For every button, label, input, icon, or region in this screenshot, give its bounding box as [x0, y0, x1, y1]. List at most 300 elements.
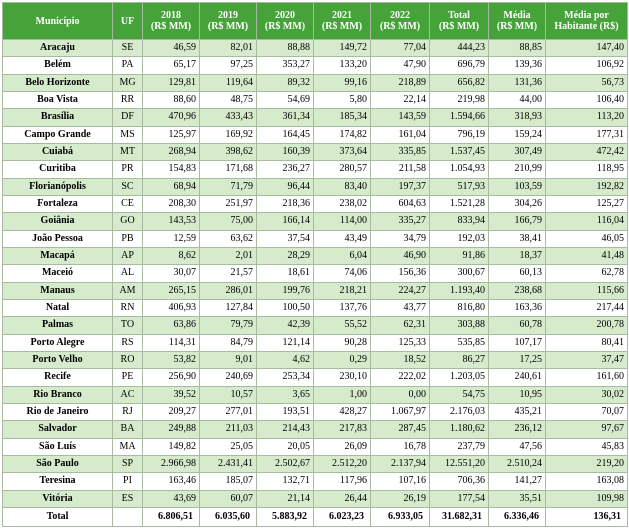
cell-uf: MS: [113, 126, 143, 143]
cell-total: 219,98: [430, 91, 489, 108]
cell-y2018: 154,83: [143, 161, 200, 178]
cell-y2019: 398,62: [200, 143, 257, 160]
cell-uf: RJ: [113, 403, 143, 420]
cell-total: 1.594,66: [430, 109, 489, 126]
cell-y2022: 77,04: [371, 40, 430, 57]
cell-y2020: 361,34: [257, 109, 314, 126]
cell-y2022: 46,90: [371, 247, 430, 264]
cell-y2019: 97,25: [200, 57, 257, 74]
cell-y2022: 224,27: [371, 282, 430, 299]
cell-total: 86,27: [430, 351, 489, 368]
cell-y2018: 129,81: [143, 74, 200, 91]
cell-y2021: 114,00: [314, 213, 371, 230]
cell-y2022: 22,14: [371, 91, 430, 108]
table-row: [3, 126, 628, 143]
cell-y2020: 20,05: [257, 438, 314, 455]
cell-y2021: 90,28: [314, 334, 371, 351]
cell-uf: PB: [113, 230, 143, 247]
table-row: [3, 195, 628, 212]
header-row: [3, 3, 628, 40]
cell-municipio: Rio de Janeiro: [3, 403, 113, 420]
cell-media-habitante: 109,98: [546, 490, 628, 507]
table-row: [3, 143, 628, 160]
cell-uf: TO: [113, 317, 143, 334]
table-row: [3, 161, 628, 178]
cell-media-habitante: 177,31: [546, 126, 628, 143]
cell-y2018: 88,60: [143, 91, 200, 108]
cell-total: 696,79: [430, 57, 489, 74]
cell-y2018: 46,59: [143, 40, 200, 57]
cell-y2022: 0,00: [371, 386, 430, 403]
cell-y2022: 16,78: [371, 438, 430, 455]
cell-total: 2.176,03: [430, 403, 489, 420]
cell-y2019: 171,68: [200, 161, 257, 178]
total-y2020: 5.883,92: [257, 508, 314, 527]
cell-uf: BA: [113, 421, 143, 438]
cell-y2019: 82,01: [200, 40, 257, 57]
cell-y2019: 286,01: [200, 282, 257, 299]
cell-y2018: 470,96: [143, 109, 200, 126]
cell-media: 238,68: [489, 282, 546, 299]
cell-media-habitante: 118,95: [546, 161, 628, 178]
cell-y2022: 18,52: [371, 351, 430, 368]
cell-y2021: 83,40: [314, 178, 371, 195]
cell-y2021: 1,00: [314, 386, 371, 403]
cell-media: 210,99: [489, 161, 546, 178]
cell-y2018: 12,59: [143, 230, 200, 247]
cell-y2019: 71,79: [200, 178, 257, 195]
cell-y2021: 43,49: [314, 230, 371, 247]
cell-municipio: Palmas: [3, 317, 113, 334]
cell-media: 44,00: [489, 91, 546, 108]
cell-y2020: 18,61: [257, 265, 314, 282]
cell-media: 35,51: [489, 490, 546, 507]
cell-y2018: 163,46: [143, 473, 200, 490]
cell-total: 192,03: [430, 230, 489, 247]
cell-total: 303,88: [430, 317, 489, 334]
cell-y2018: 249,88: [143, 421, 200, 438]
table-row: [3, 213, 628, 230]
cell-uf: MG: [113, 74, 143, 91]
cell-y2019: 60,07: [200, 490, 257, 507]
cell-y2022: 125,33: [371, 334, 430, 351]
cell-media: 435,21: [489, 403, 546, 420]
cell-y2018: 268,94: [143, 143, 200, 160]
header-y2020: 2020 (R$ MM): [257, 3, 314, 40]
cell-y2019: 21,57: [200, 265, 257, 282]
cell-y2022: 2.137,94: [371, 455, 430, 472]
cell-y2022: 161,04: [371, 126, 430, 143]
cell-y2021: 373,64: [314, 143, 371, 160]
cell-y2020: 37,54: [257, 230, 314, 247]
cell-municipio: Porto Velho: [3, 351, 113, 368]
cell-media-habitante: 97,67: [546, 421, 628, 438]
cell-total: 237,79: [430, 438, 489, 455]
cell-municipio: João Pessoa: [3, 230, 113, 247]
cell-y2021: 230,10: [314, 369, 371, 386]
cell-municipio: Curitiba: [3, 161, 113, 178]
cell-y2018: 2.966,98: [143, 455, 200, 472]
cell-y2019: 63,62: [200, 230, 257, 247]
cell-media-habitante: 80,41: [546, 334, 628, 351]
cell-y2021: 26,44: [314, 490, 371, 507]
cell-municipio: Manaus: [3, 282, 113, 299]
total-y2021: 6.023,23: [314, 508, 371, 527]
cell-media-habitante: 70,07: [546, 403, 628, 420]
cell-y2020: 54,69: [257, 91, 314, 108]
cell-y2020: 132,71: [257, 473, 314, 490]
total-row: [3, 508, 628, 527]
table-row: [3, 403, 628, 420]
cell-y2021: 117,96: [314, 473, 371, 490]
cell-uf: PI: [113, 473, 143, 490]
cell-y2019: 127,84: [200, 299, 257, 316]
cell-y2018: 208,30: [143, 195, 200, 212]
cell-y2020: 96,44: [257, 178, 314, 195]
cell-media-habitante: 192,82: [546, 178, 628, 195]
cell-y2022: 287,45: [371, 421, 430, 438]
cell-y2018: 30,07: [143, 265, 200, 282]
total-y2022: 6.933,05: [371, 508, 430, 527]
cell-y2020: 160,39: [257, 143, 314, 160]
cell-y2018: 256,90: [143, 369, 200, 386]
cell-y2018: 8,62: [143, 247, 200, 264]
cell-y2020: 214,43: [257, 421, 314, 438]
header-y2022: 2022 (R$ MM): [371, 3, 430, 40]
cell-media-habitante: 217,44: [546, 299, 628, 316]
cell-y2021: 185,34: [314, 109, 371, 126]
cell-y2022: 143,59: [371, 109, 430, 126]
cell-y2018: 53,82: [143, 351, 200, 368]
cell-media-habitante: 62,78: [546, 265, 628, 282]
cell-y2019: 169,92: [200, 126, 257, 143]
table-row: [3, 299, 628, 316]
cell-y2018: 149,82: [143, 438, 200, 455]
cell-y2020: 164,45: [257, 126, 314, 143]
total-uf: [113, 508, 143, 527]
cell-y2021: 137,76: [314, 299, 371, 316]
cell-y2022: 34,79: [371, 230, 430, 247]
cell-media: 47,56: [489, 438, 546, 455]
cell-y2020: 353,27: [257, 57, 314, 74]
cell-municipio: Fortaleza: [3, 195, 113, 212]
cell-y2020: 42,39: [257, 317, 314, 334]
cell-total: 1.203,05: [430, 369, 489, 386]
cell-y2018: 265,15: [143, 282, 200, 299]
cell-y2018: 125,97: [143, 126, 200, 143]
cell-municipio: Vitória: [3, 490, 113, 507]
cell-uf: DF: [113, 109, 143, 126]
cell-media-habitante: 45,83: [546, 438, 628, 455]
cell-y2022: 335,85: [371, 143, 430, 160]
header-y2018: 2018 (R$ MM): [143, 3, 200, 40]
cell-y2021: 26,09: [314, 438, 371, 455]
cell-uf: SP: [113, 455, 143, 472]
table-row: [3, 473, 628, 490]
cell-y2020: 121,14: [257, 334, 314, 351]
cell-y2020: 2.502,67: [257, 455, 314, 472]
cell-y2019: 10,57: [200, 386, 257, 403]
cell-municipio: Belém: [3, 57, 113, 74]
cell-total: 816,80: [430, 299, 489, 316]
cell-y2019: 185,07: [200, 473, 257, 490]
cell-y2018: 143,53: [143, 213, 200, 230]
cell-uf: RR: [113, 91, 143, 108]
cell-total: 444,23: [430, 40, 489, 57]
cell-media-habitante: 472,42: [546, 143, 628, 160]
cell-y2022: 222,02: [371, 369, 430, 386]
header-media-habitante: Média por Habitante (R$): [546, 3, 628, 40]
cell-y2022: 26,19: [371, 490, 430, 507]
cell-media: 141,27: [489, 473, 546, 490]
cell-total: 1.180,62: [430, 421, 489, 438]
data-table: [2, 2, 628, 527]
table-row: [3, 421, 628, 438]
cell-uf: RS: [113, 334, 143, 351]
cell-total: 54,75: [430, 386, 489, 403]
table-row: [3, 230, 628, 247]
header-municipio: Município: [3, 3, 113, 40]
cell-total: 300,67: [430, 265, 489, 282]
cell-y2020: 3,65: [257, 386, 314, 403]
cell-media: 10,95: [489, 386, 546, 403]
cell-media-habitante: 115,66: [546, 282, 628, 299]
cell-y2019: 9,01: [200, 351, 257, 368]
table-row: [3, 265, 628, 282]
cell-y2022: 62,31: [371, 317, 430, 334]
total-total: 31.682,31: [430, 508, 489, 527]
cell-municipio: São Luís: [3, 438, 113, 455]
cell-uf: RO: [113, 351, 143, 368]
cell-total: 656,82: [430, 74, 489, 91]
cell-municipio: Recife: [3, 369, 113, 386]
cell-municipio: Natal: [3, 299, 113, 316]
cell-y2020: 21,14: [257, 490, 314, 507]
table-row: [3, 351, 628, 368]
cell-media-habitante: 163,08: [546, 473, 628, 490]
cell-y2022: 604,63: [371, 195, 430, 212]
cell-y2018: 65,17: [143, 57, 200, 74]
table-row: [3, 74, 628, 91]
cell-y2019: 251,97: [200, 195, 257, 212]
cell-total: 535,85: [430, 334, 489, 351]
cell-media-habitante: 200,78: [546, 317, 628, 334]
table-row: [3, 57, 628, 74]
cell-uf: MT: [113, 143, 143, 160]
cell-total: 91,86: [430, 247, 489, 264]
header-media: Média (R$ MM): [489, 3, 546, 40]
cell-y2019: 211,03: [200, 421, 257, 438]
table-row: [3, 490, 628, 507]
cell-y2020: 236,27: [257, 161, 314, 178]
cell-y2021: 55,52: [314, 317, 371, 334]
cell-y2018: 68,94: [143, 178, 200, 195]
cell-y2019: 240,69: [200, 369, 257, 386]
cell-y2019: 2.431,41: [200, 455, 257, 472]
cell-municipio: Maceió: [3, 265, 113, 282]
cell-media: 60,78: [489, 317, 546, 334]
cell-media: 60,13: [489, 265, 546, 282]
cell-y2021: 238,02: [314, 195, 371, 212]
cell-y2021: 99,16: [314, 74, 371, 91]
cell-total: 517,93: [430, 178, 489, 195]
cell-uf: CE: [113, 195, 143, 212]
total-municipio: Total: [3, 508, 113, 527]
cell-y2021: 149,72: [314, 40, 371, 57]
cell-media-habitante: 125,27: [546, 195, 628, 212]
cell-y2019: 25,05: [200, 438, 257, 455]
cell-municipio: Cuiabá: [3, 143, 113, 160]
cell-y2021: 0,29: [314, 351, 371, 368]
cell-y2021: 5,80: [314, 91, 371, 108]
table-row: [3, 40, 628, 57]
cell-y2021: 6,04: [314, 247, 371, 264]
cell-y2022: 107,16: [371, 473, 430, 490]
cell-y2019: 79,79: [200, 317, 257, 334]
cell-total: 12.551,20: [430, 455, 489, 472]
cell-media: 304,26: [489, 195, 546, 212]
cell-media: 163,36: [489, 299, 546, 316]
cell-municipio: Salvador: [3, 421, 113, 438]
cell-uf: AP: [113, 247, 143, 264]
cell-municipio: Aracaju: [3, 40, 113, 57]
cell-municipio: Porto Alegre: [3, 334, 113, 351]
cell-y2021: 133,20: [314, 57, 371, 74]
cell-y2020: 193,51: [257, 403, 314, 420]
cell-y2020: 199,76: [257, 282, 314, 299]
cell-municipio: Goiânia: [3, 213, 113, 230]
cell-media: 159,24: [489, 126, 546, 143]
cell-y2020: 253,34: [257, 369, 314, 386]
table-row: [3, 334, 628, 351]
cell-municipio: Brasília: [3, 109, 113, 126]
cell-municipio: Belo Horizonte: [3, 74, 113, 91]
cell-municipio: Campo Grande: [3, 126, 113, 143]
cell-total: 1.537,45: [430, 143, 489, 160]
header-y2021: 2021 (R$ MM): [314, 3, 371, 40]
cell-municipio: Florianópolis: [3, 178, 113, 195]
cell-y2021: 218,21: [314, 282, 371, 299]
cell-media: 38,41: [489, 230, 546, 247]
cell-media-habitante: 37,47: [546, 351, 628, 368]
cell-media: 2.510,24: [489, 455, 546, 472]
cell-uf: PR: [113, 161, 143, 178]
cell-y2022: 211,58: [371, 161, 430, 178]
table-header: [3, 3, 628, 40]
cell-media-habitante: 113,20: [546, 109, 628, 126]
cell-media: 307,49: [489, 143, 546, 160]
cell-y2022: 47,90: [371, 57, 430, 74]
cell-y2020: 100,50: [257, 299, 314, 316]
cell-y2022: 197,37: [371, 178, 430, 195]
cell-y2021: 217,83: [314, 421, 371, 438]
cell-total: 1.521,28: [430, 195, 489, 212]
cell-y2021: 74,06: [314, 265, 371, 282]
cell-media: 166,79: [489, 213, 546, 230]
table-row: [3, 282, 628, 299]
cell-municipio: Teresina: [3, 473, 113, 490]
table-row: [3, 178, 628, 195]
cell-media: 131,36: [489, 74, 546, 91]
cell-municipio: Macapá: [3, 247, 113, 264]
total-media-habitante: 136,31: [546, 508, 628, 527]
cell-media-habitante: 106,92: [546, 57, 628, 74]
cell-y2022: 156,36: [371, 265, 430, 282]
header-uf: UF: [113, 3, 143, 40]
table-row: [3, 91, 628, 108]
cell-y2019: 277,01: [200, 403, 257, 420]
table-row: [3, 386, 628, 403]
cell-total: 796,19: [430, 126, 489, 143]
cell-media: 139,36: [489, 57, 546, 74]
cell-total: 706,36: [430, 473, 489, 490]
cell-media: 240,61: [489, 369, 546, 386]
cell-media-habitante: 219,20: [546, 455, 628, 472]
cell-y2022: 1.067,97: [371, 403, 430, 420]
cell-y2020: 88,88: [257, 40, 314, 57]
cell-y2022: 218,89: [371, 74, 430, 91]
cell-y2019: 48,75: [200, 91, 257, 108]
cell-y2018: 114,31: [143, 334, 200, 351]
cell-media: 17,25: [489, 351, 546, 368]
table-row: [3, 369, 628, 386]
cell-media: 103,59: [489, 178, 546, 195]
table-footer: [3, 508, 628, 527]
cell-y2020: 218,36: [257, 195, 314, 212]
header-total: Total (R$ MM): [430, 3, 489, 40]
cell-media-habitante: 116,04: [546, 213, 628, 230]
cell-y2019: 2,01: [200, 247, 257, 264]
cell-media: 318,93: [489, 109, 546, 126]
cell-municipio: São Paulo: [3, 455, 113, 472]
cell-y2019: 75,00: [200, 213, 257, 230]
cell-uf: AL: [113, 265, 143, 282]
header-y2019: 2019 (R$ MM): [200, 3, 257, 40]
cell-uf: RN: [113, 299, 143, 316]
cell-y2021: 280,57: [314, 161, 371, 178]
cell-total: 177,54: [430, 490, 489, 507]
cell-total: 1.193,40: [430, 282, 489, 299]
cell-municipio: Boa Vista: [3, 91, 113, 108]
cell-media-habitante: 106,40: [546, 91, 628, 108]
cell-y2020: 89,32: [257, 74, 314, 91]
cell-media-habitante: 41,48: [546, 247, 628, 264]
cell-media-habitante: 161,60: [546, 369, 628, 386]
cell-y2019: 433,43: [200, 109, 257, 126]
cell-y2022: 335,27: [371, 213, 430, 230]
cell-y2021: 428,27: [314, 403, 371, 420]
cell-y2021: 174,82: [314, 126, 371, 143]
cell-y2018: 39,52: [143, 386, 200, 403]
cell-y2019: 119,64: [200, 74, 257, 91]
cell-y2018: 209,27: [143, 403, 200, 420]
cell-media: 236,12: [489, 421, 546, 438]
cell-y2018: 406,93: [143, 299, 200, 316]
cell-uf: PE: [113, 369, 143, 386]
cell-media-habitante: 46,05: [546, 230, 628, 247]
cell-municipio: Rio Branco: [3, 386, 113, 403]
table-row: [3, 247, 628, 264]
cell-total: 833,94: [430, 213, 489, 230]
cell-uf: AM: [113, 282, 143, 299]
cell-y2019: 84,79: [200, 334, 257, 351]
cell-y2018: 63,86: [143, 317, 200, 334]
cell-y2021: 2.512,20: [314, 455, 371, 472]
total-y2019: 6.035,60: [200, 508, 257, 527]
cell-media: 107,17: [489, 334, 546, 351]
cell-y2020: 28,29: [257, 247, 314, 264]
cell-media: 88,85: [489, 40, 546, 57]
